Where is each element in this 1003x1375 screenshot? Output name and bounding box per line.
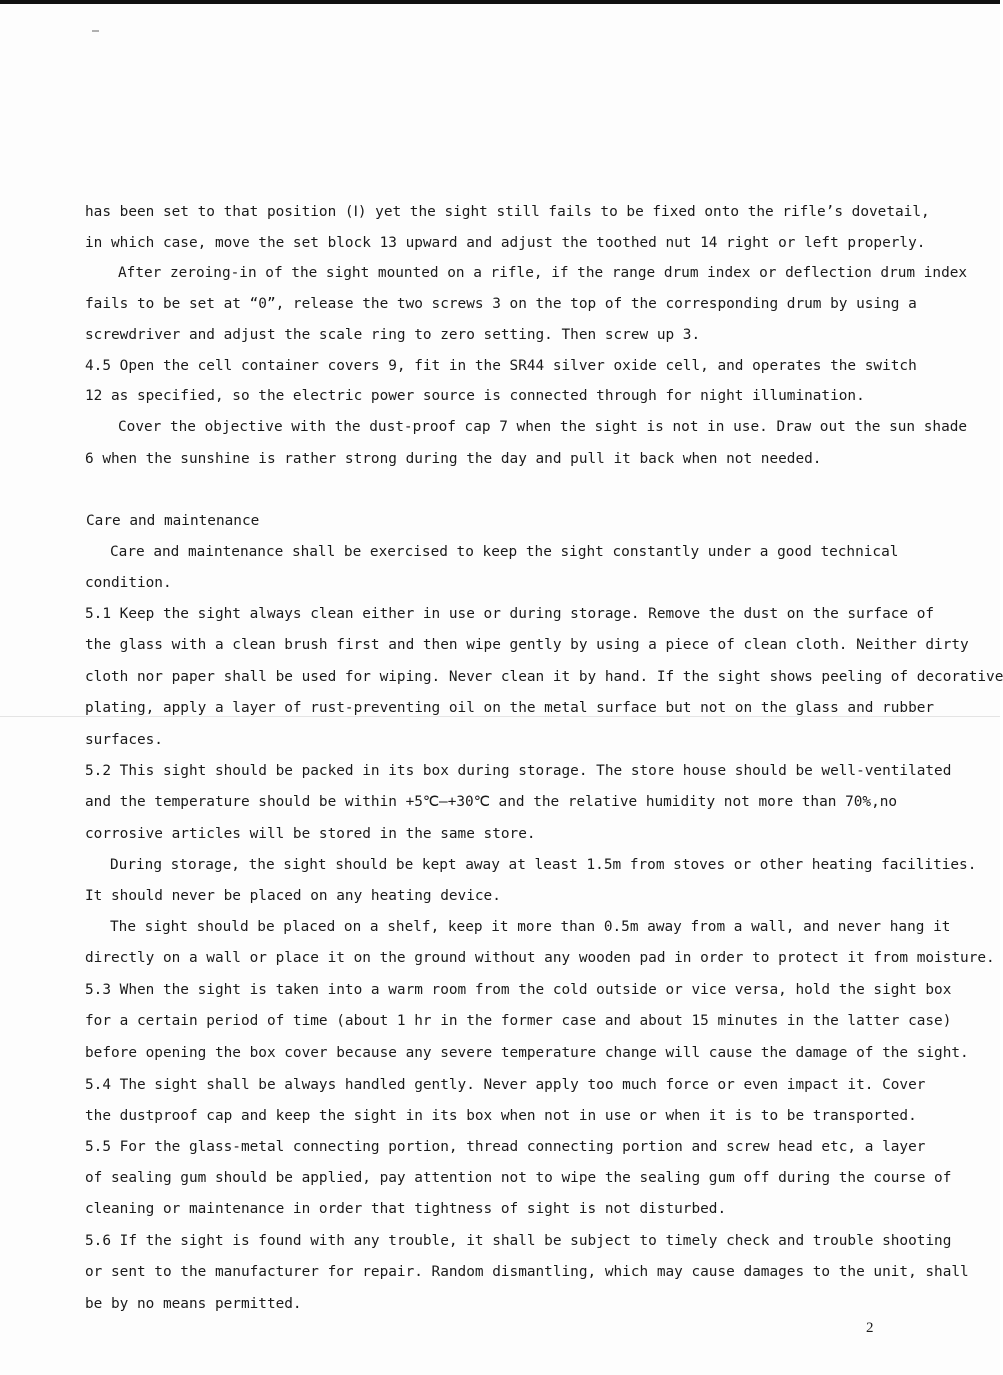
text-line: 4.5 Open the cell container covers 9, fit in the SR44 silver oxide cell, and operates the switch	[85, 358, 917, 374]
text-block-23	[85, 948, 995, 968]
text-line: It should never be placed on any heating device.	[85, 888, 501, 904]
text-line: cleaning or maintenance in order that tightness of sight is not disturbed.	[85, 1201, 727, 1217]
text-line: the glass with a clean brush first and then wipe gently by using a piece of clean cloth. Neither dirty	[85, 637, 969, 653]
text-block-31	[85, 1199, 877, 1219]
text-block-14	[85, 667, 1003, 687]
text-block-15	[85, 698, 935, 718]
text-line: in which case, move the set block 13 upward and adjust the toothed nut 14 right or left properly.	[85, 235, 926, 251]
text-line: Care and maintenance shall be exercised to keep the sight constantly under a good technical	[110, 544, 899, 560]
text-block-10	[110, 542, 899, 562]
text-line: plating, apply a layer of rust-preventing oil on the metal surface but not on the glass and rubber	[85, 700, 935, 716]
text-block-26	[85, 1043, 969, 1063]
text-line: condition.	[85, 575, 172, 591]
text-line: After zeroing-in of the sight mounted on a rifle, if the range drum index or deflection drum index	[118, 265, 968, 281]
text-block-18	[85, 792, 898, 812]
text-line: 6 when the sunshine is rather strong during the day and pull it back when not needed.	[85, 451, 822, 467]
text-line: 5.5 For the glass-metal connecting portion, thread connecting portion and screw head etc, a layer	[85, 1139, 926, 1155]
text-block-22	[110, 917, 951, 937]
page-number: 2	[866, 1320, 874, 1336]
text-block-33	[85, 1262, 969, 1282]
text-line: During storage, the sight should be kept away at least 1.5m from stoves or other heating facilities.	[110, 857, 977, 873]
text-line: or sent to the manufacturer for repair. Random dismantling, which may cause damages to the unit, shall	[85, 1264, 969, 1280]
text-block-16	[85, 730, 877, 750]
text-line: and the temperature should be within +5℃—+30℃ and the relative humidity not more than 70%,no	[85, 794, 898, 810]
text-block-3	[118, 263, 968, 283]
text-block-13	[85, 635, 969, 655]
text-block-12	[85, 604, 935, 624]
text-block-4	[85, 294, 917, 314]
text-block-19	[85, 824, 877, 844]
text-block-6	[85, 356, 917, 376]
text-block-27	[85, 1075, 926, 1095]
text-line: surfaces.	[85, 732, 163, 748]
text-line: 12 as specified, so the electric power source is connected through for night illumination.	[85, 388, 865, 404]
text-line: fails to be set at “0”, release the two screws 3 on the top of the corresponding drum by using a	[85, 296, 917, 312]
text-line: the dustproof cap and keep the sight in its box when not in use or when it is to be transported.	[85, 1108, 917, 1124]
text-block-8	[118, 417, 968, 437]
text-line: The sight should be placed on a shelf, keep it more than 0.5m away from a wall, and never hang it	[110, 919, 951, 935]
text-line: be by no means permitted.	[85, 1296, 302, 1312]
text-block-7	[85, 386, 877, 406]
text-line: 5.3 When the sight is taken into a warm room from the cold outside or vice versa, hold the sight box	[85, 982, 952, 998]
text-block-25	[85, 1011, 952, 1031]
text-line: 5.6 If the sight is found with any trouble, it shall be subject to timely check and trouble shooting	[85, 1233, 952, 1249]
text-line: cloth nor paper shall be used for wiping. Never clean it by hand. If the sight shows peeling of decorative	[85, 669, 1003, 685]
text-line: of sealing gum should be applied, pay attention not to wipe the sealing gum off during the course of	[85, 1170, 952, 1186]
text-block-30	[85, 1168, 952, 1188]
text-block-17	[85, 761, 952, 781]
section-heading: Care and maintenance	[86, 513, 260, 529]
text-block-21	[85, 886, 877, 906]
scan-speck	[92, 30, 99, 32]
text-block-5	[85, 325, 877, 345]
text-line: Cover the objective with the dust-proof cap 7 when the sight is not in use. Draw out the sun shade	[118, 419, 968, 435]
text-line: 5.1 Keep the sight always clean either in use or during storage. Remove the dust on the surface of	[85, 606, 935, 622]
text-block-11	[85, 573, 877, 593]
text-line: screwdriver and adjust the scale ring to zero setting. Then screw up 3.	[85, 327, 701, 343]
text-block-20	[110, 855, 977, 875]
text-line: directly on a wall or place it on the ground without any wooden pad in order to protect it from moisture.	[85, 950, 995, 966]
text-block-24	[85, 980, 952, 1000]
text-block-1	[85, 202, 930, 222]
text-line: before opening the box cover because any severe temperature change will cause the damage of the sight.	[85, 1045, 969, 1061]
text-block-29	[85, 1137, 926, 1157]
scan-top-edge	[0, 0, 1000, 4]
text-block-34	[85, 1294, 877, 1314]
text-line: has been set to that position (Ⅰ) yet the sight still fails to be fixed onto the rifle’s dovetail,	[85, 204, 930, 220]
text-line: 5.2 This sight should be packed in its box during storage. The store house should be well-ventilated	[85, 763, 952, 779]
text-block-32	[85, 1231, 952, 1251]
text-line: for a certain period of time (about 1 hr in the former case and about 15 minutes in the latter case)	[85, 1013, 952, 1029]
text-block-9	[85, 449, 877, 469]
text-block-28	[85, 1106, 917, 1126]
text-line: 5.4 The sight shall be always handled gently. Never apply too much force or even impact it. Cover	[85, 1077, 926, 1093]
text-line: corrosive articles will be stored in the same store.	[85, 826, 536, 842]
text-block-2	[85, 233, 926, 253]
